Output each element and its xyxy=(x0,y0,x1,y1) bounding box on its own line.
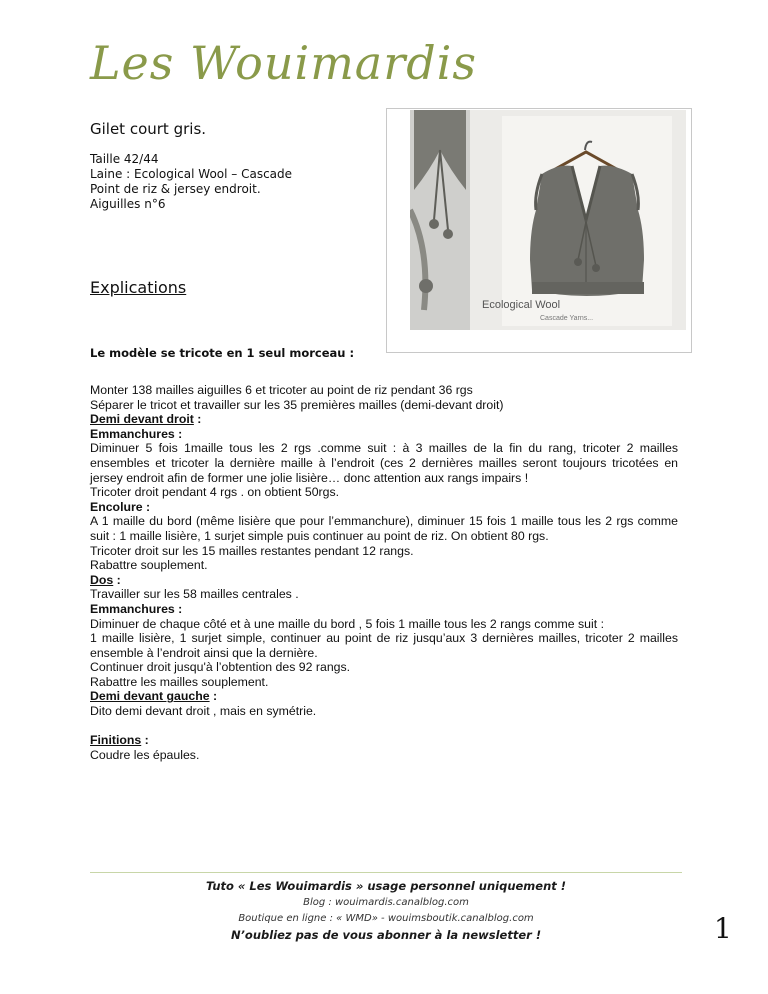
instruction-line: Tricoter droit sur les 15 mailles restantes pendant 12 rangs. xyxy=(90,543,414,558)
site-logo: Les Wouimardis xyxy=(90,36,477,90)
meta-size: Taille 42/44 xyxy=(90,152,159,166)
instruction-line: Coudre les épaules. xyxy=(90,747,200,762)
meta-stitch: Point de riz & jersey endroit. xyxy=(90,182,261,196)
subheading-encolure: Encolure : xyxy=(90,499,151,514)
intro-text: Le modèle se tricote en 1 seul morceau : xyxy=(90,346,355,360)
instruction-line: Monter 138 mailles aiguilles 6 et tricoter au point de riz pendant 36 rgs xyxy=(90,383,473,397)
pattern-meta xyxy=(90,152,292,212)
instruction-line: Diminuer 5 fois 1maille tous les 2 rgs .comme suit : à 3 mailles de la fin du rang, tricoter 2 mailles ensembles et tricoter la dernière maille à l’endroit (ces 2 dernières mailles seront toujours tricotées en jersey endroit afin de former une jolie lisière… donc attention aux rangs impairs ! xyxy=(90,441,678,485)
instruction-line: Diminuer de chaque côté et à une maille du bord , 5 fois 1 maille tous les 2 rangs comme suit : xyxy=(90,616,605,631)
photo-caption-main: Ecological Wool xyxy=(482,299,561,311)
instruction-line: Séparer le tricot et travailler sur les 35 premières mailles (demi-devant droit) xyxy=(90,397,504,412)
footer-shop-link[interactable]: Boutique en ligne : « WMD» - wouimsboutik.canalblog.com xyxy=(238,913,534,924)
footer-divider xyxy=(90,872,682,873)
page-number: 1 xyxy=(714,912,732,945)
pattern-title: Gilet court gris. xyxy=(90,120,207,138)
instruction-line: 1 maille lisière, 1 surjet simple, continuer au point de riz jusqu’aux 3 dernières mailles, tricoter 2 mailles ensemble à l’endroit ainsi que la dernière. xyxy=(90,631,678,660)
vest-illustration xyxy=(410,110,686,330)
meta-needles: Aiguilles n°6 xyxy=(90,197,166,211)
instructions-body xyxy=(90,383,678,762)
footer-usage-note: Tuto « Les Wouimardis » usage personnel uniquement ! xyxy=(205,879,567,893)
meta-yarn: Laine : Ecological Wool – Cascade xyxy=(90,167,293,181)
subheading-emmanchures-dos: Emmanchures : xyxy=(90,601,183,616)
instruction-line: Tricoter droit pendant 4 rgs . on obtient 50rgs. xyxy=(90,485,340,500)
subheading-finitions: Finitions : xyxy=(90,733,149,748)
instruction-line: A 1 maille du bord (même lisière que pour l’emmanchure), diminuer 15 fois 1 maille tous les 2 rgs comme suit : 1 maille lisière, 1 surjet simple puis continuer au point de riz. On obtient 80 rgs. xyxy=(90,514,678,543)
section-heading: Explications xyxy=(90,278,187,297)
instruction-line: Continuer droit jusqu'à l’obtention des 92 rangs. xyxy=(90,660,351,675)
subheading-demi-devant-droit: Demi devant droit : xyxy=(90,412,202,427)
vest-photo xyxy=(410,110,686,330)
footer xyxy=(90,878,682,944)
subheading-emmanchures: Emmanchures : xyxy=(90,426,183,441)
subheading-dos: Dos : xyxy=(90,572,121,587)
instruction-line: Rabattre souplement. xyxy=(90,558,208,573)
photo-caption-sub: Cascade Yarns... xyxy=(540,315,594,322)
instruction-line: Rabattre les mailles souplement. xyxy=(90,674,269,689)
instruction-line: Dito demi devant droit , mais en symétrie. xyxy=(90,704,317,719)
subheading-demi-devant-gauche: Demi devant gauche : xyxy=(90,689,218,704)
footer-blog-link[interactable]: Blog : wouimardis.canalblog.com xyxy=(303,897,469,908)
footer-newsletter-note: N’oubliez pas de vous abonner à la newsletter ! xyxy=(230,928,542,942)
instruction-line: Travailler sur les 58 mailles centrales . xyxy=(90,587,299,602)
